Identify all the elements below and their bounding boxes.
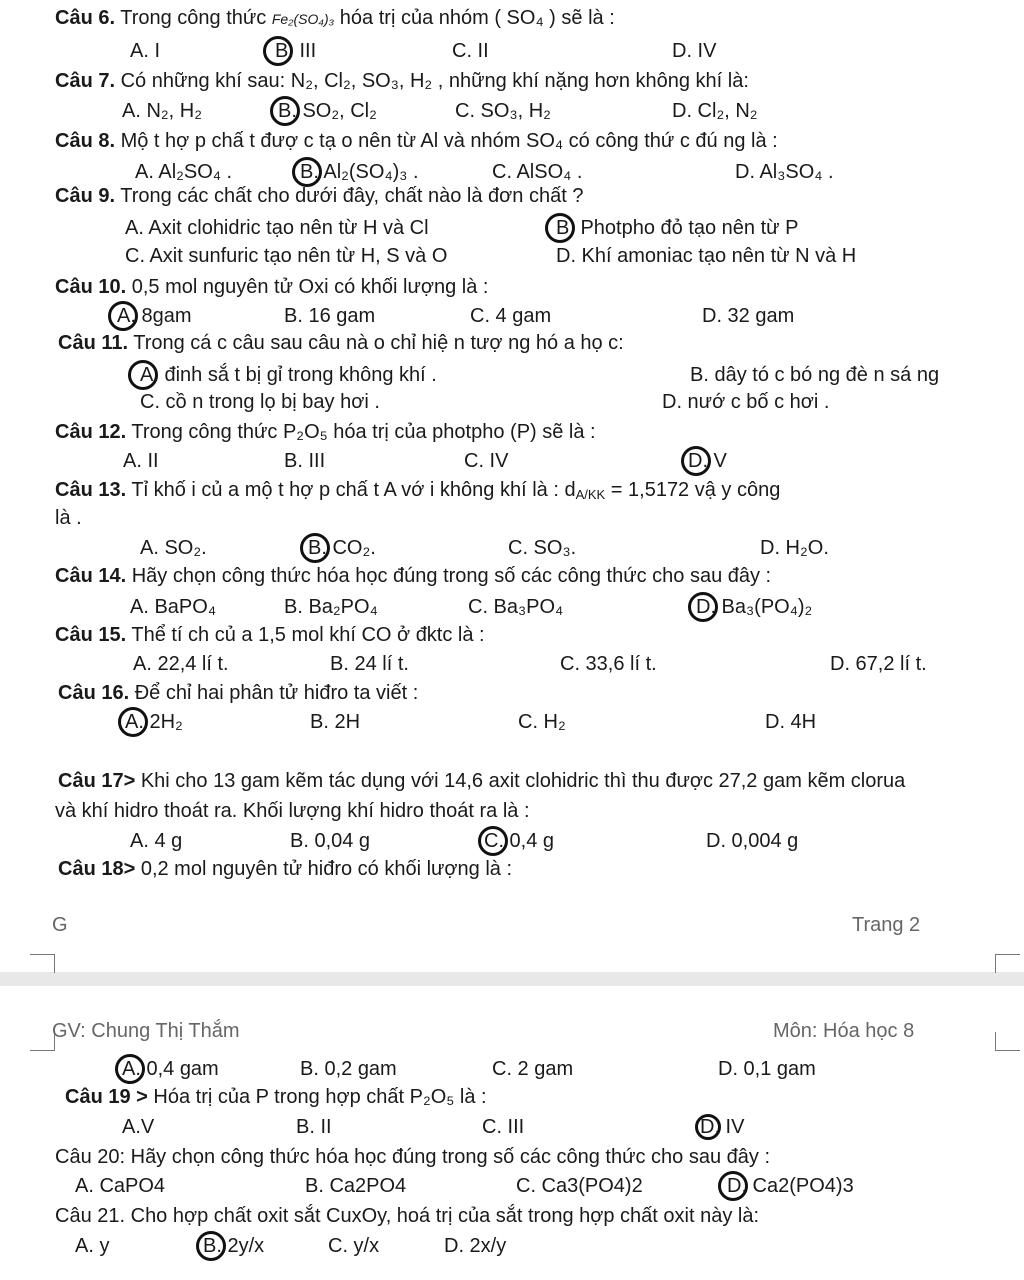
- option-a[interactable]: A. 4 g: [130, 830, 183, 852]
- option-a[interactable]: A. SO₂.: [140, 537, 207, 559]
- option-c[interactable]: C. 2 gam: [492, 1058, 574, 1080]
- option-c[interactable]: C. III: [482, 1116, 525, 1138]
- options-9b: [0, 241, 1024, 271]
- options-14: [0, 592, 1024, 622]
- option-a[interactable]: A. 2H₂: [125, 711, 183, 733]
- question-20: Câu 20: Hãy chọn công thức hóa học đúng trong số các công thức cho sau đây :: [55, 1146, 771, 1168]
- option-c[interactable]: C. 4 gam: [470, 305, 552, 327]
- question-8: Câu 8. Mộ t hợ p chấ t đượ c tạ o nên từ Al và nhóm SO₄ có công thứ c đú ng là :: [55, 130, 778, 152]
- option-b[interactable]: B. CO₂.: [308, 537, 376, 559]
- option-d[interactable]: D. 0,004 g: [706, 830, 799, 852]
- option-b[interactable]: B. Al₂(SO₄)₃ .: [300, 161, 419, 183]
- header-teacher: GV: Chung Thị Thắm: [52, 1020, 240, 1042]
- option-a[interactable]: A. đinh sắ t bị gỉ trong không khí .: [140, 364, 437, 386]
- option-d[interactable]: D. Al₃SO₄ .: [735, 161, 834, 183]
- option-b[interactable]: B. III: [284, 450, 326, 472]
- option-a[interactable]: A. CaPO4: [75, 1175, 166, 1197]
- corner-mark: [995, 1032, 1020, 1051]
- option-c[interactable]: C. AlSO₄ .: [492, 161, 583, 183]
- options-19: [0, 1112, 1024, 1142]
- option-b[interactable]: B. 0,04 g: [290, 830, 371, 852]
- option-a[interactable]: A. N₂, H₂: [122, 100, 202, 122]
- question-13-cont: là .: [55, 507, 82, 529]
- option-d[interactable]: D. IV: [700, 1116, 745, 1138]
- options-6: [0, 36, 1024, 66]
- question-13: Câu 13. Tỉ khố i củ a mộ t hợ p chấ t A vớ i không khí là : $d_{A/KK} = 1,5172$ vậ y công: [55, 479, 781, 502]
- option-d[interactable]: D. Ca2(PO4)3: [727, 1175, 854, 1197]
- options-11a: [0, 360, 1024, 390]
- option-c[interactable]: C. y/x: [328, 1235, 380, 1257]
- options-13: [0, 533, 1024, 563]
- options-18: [0, 1054, 1024, 1084]
- page-gap: [0, 972, 1024, 986]
- option-b[interactable]: B. 2y/x: [203, 1235, 265, 1257]
- option-d[interactable]: D. 32 gam: [702, 305, 795, 327]
- options-16: [0, 707, 1024, 737]
- option-c[interactable]: C. II: [452, 40, 489, 62]
- option-c[interactable]: C. 33,6 lí t.: [560, 653, 657, 675]
- option-b[interactable]: B. III: [275, 40, 317, 62]
- option-d[interactable]: D. IV: [672, 40, 717, 62]
- option-c[interactable]: C. Axit sunfuric tạo nên từ H, S và O: [125, 245, 448, 267]
- option-b[interactable]: B. Ca2PO4: [305, 1175, 407, 1197]
- corner-mark: [995, 954, 1020, 973]
- question-14: Câu 14. Hãy chọn công thức hóa học đúng trong số các công thức cho sau đây :: [55, 565, 772, 587]
- question-6: Câu 6. Trong công thức Fe₂(SO₄)₃ hóa trị của nhóm ( SO₄ ) sẽ là :: [55, 7, 615, 29]
- option-d[interactable]: D. 2x/y: [444, 1235, 507, 1257]
- option-c[interactable]: C. Ca3(PO4)2: [516, 1175, 643, 1197]
- option-d[interactable]: D. nướ c bố c hơi .: [662, 391, 830, 413]
- question-16: Câu 16. Để chỉ hai phân tử hiđro ta viết :: [58, 682, 419, 704]
- formula: Fe₂(SO₄)₃: [271, 11, 335, 27]
- option-a[interactable]: A. 22,4 lí t.: [133, 653, 229, 675]
- option-b[interactable]: B. 16 gam: [284, 305, 376, 327]
- question-17-cont: và khí hidro thoát ra. Khối lượng khí hidro thoát ra là :: [55, 800, 530, 822]
- option-c[interactable]: C. cồ n trong lọ bị bay hơi .: [140, 391, 380, 413]
- option-d[interactable]: D. Khí amoniac tạo nên từ N và H: [556, 245, 857, 267]
- option-a[interactable]: A. Axit clohidric tạo nên từ H và Cl: [125, 217, 429, 239]
- option-b[interactable]: B. dây tó c bó ng đè n sá ng: [690, 364, 940, 386]
- option-b[interactable]: B. II: [296, 1116, 332, 1138]
- option-c[interactable]: C. H₂: [518, 711, 566, 733]
- footer-left: G: [52, 914, 68, 936]
- options-9a: [0, 213, 1024, 243]
- question-10: Câu 10. 0,5 mol nguyên tử Oxi có khối lượng là :: [55, 276, 489, 298]
- option-b[interactable]: B. 2H: [310, 711, 361, 733]
- option-d[interactable]: D. 4H: [765, 711, 817, 733]
- question-18: Câu 18> 0,2 mol nguyên tử hiđro có khối lượng là :: [58, 858, 513, 880]
- option-b[interactable]: B. Ba₂PO₄: [284, 596, 378, 618]
- option-d[interactable]: D. H₂O.: [760, 537, 829, 559]
- options-7: [0, 96, 1024, 126]
- option-a[interactable]: A. II: [123, 450, 159, 472]
- question-number: Câu 6.: [55, 7, 116, 29]
- option-d[interactable]: D. Ba₃(PO₄)₂: [696, 596, 813, 618]
- option-c[interactable]: C. SO₃, H₂: [455, 100, 551, 122]
- question-19: Câu 19 > Hóa trị của P trong hợp chất P₂O₅ là :: [65, 1086, 487, 1108]
- options-11b: [0, 387, 1024, 417]
- option-c[interactable]: C. 0,4 g: [484, 830, 555, 852]
- option-a[interactable]: A. y: [75, 1235, 110, 1257]
- option-b[interactable]: B. SO₂, Cl₂: [278, 100, 377, 122]
- option-a[interactable]: A. 0,4 gam: [122, 1058, 219, 1080]
- option-d[interactable]: D. V: [688, 450, 727, 472]
- question-7: Câu 7. Có những khí sau: N₂, Cl₂, SO₃, H₂ , những khí nặng hơn không khí là:: [55, 70, 749, 92]
- question-12: Câu 12. Trong công thức P₂O₅ hóa trị của photpho (P) sẽ là :: [55, 421, 596, 443]
- options-21: [0, 1231, 1024, 1261]
- question-17: Câu 17> Khi cho 13 gam kẽm tác dụng với 14,6 axit clohidric thì thu được 27,2 gam kẽm clorua: [58, 770, 906, 792]
- options-17: [0, 826, 1024, 856]
- option-b[interactable]: B. Photpho đỏ tạo nên từ P: [556, 217, 799, 239]
- option-b[interactable]: B. 0,2 gam: [300, 1058, 397, 1080]
- options-20: [0, 1171, 1024, 1201]
- page-number: Trang 2: [852, 914, 921, 936]
- header-subject: Môn: Hóa học 8: [773, 1020, 915, 1042]
- option-a[interactable]: A. Al₂SO₄ .: [135, 161, 233, 183]
- option-b[interactable]: B. 24 lí t.: [330, 653, 409, 675]
- option-d[interactable]: D. 67,2 lí t.: [830, 653, 927, 675]
- option-d[interactable]: D. 0,1 gam: [718, 1058, 816, 1080]
- option-a[interactable]: A.V: [122, 1116, 155, 1138]
- option-a[interactable]: A. 8gam: [117, 305, 192, 327]
- options-15: [0, 649, 1024, 679]
- corner-mark: [30, 954, 55, 973]
- question-21: Câu 21. Cho hợp chất oxit sắt CuxOy, hoá trị của sắt trong hợp chất oxit này là:: [55, 1205, 760, 1227]
- question-11: Câu 11. Trong cá c câu sau câu nà o chỉ hiệ n tượ ng hó a họ c:: [58, 332, 624, 354]
- option-c[interactable]: C. Ba₃PO₄: [468, 596, 564, 618]
- options-12: [0, 446, 1024, 476]
- options-10: [0, 301, 1024, 331]
- option-c[interactable]: C. IV: [464, 450, 509, 472]
- option-a[interactable]: A. BaPO₄: [130, 596, 216, 618]
- question-15: Câu 15. Thể tí ch củ a 1,5 mol khí CO ở đktc là :: [55, 624, 485, 646]
- option-c[interactable]: C. SO₃.: [508, 537, 577, 559]
- question-9: Câu 9. Trong các chất cho dưới đây, chất nào là đơn chất ?: [55, 185, 584, 207]
- option-d[interactable]: D. Cl₂, N₂: [672, 100, 758, 122]
- option-a[interactable]: A. I: [130, 40, 161, 62]
